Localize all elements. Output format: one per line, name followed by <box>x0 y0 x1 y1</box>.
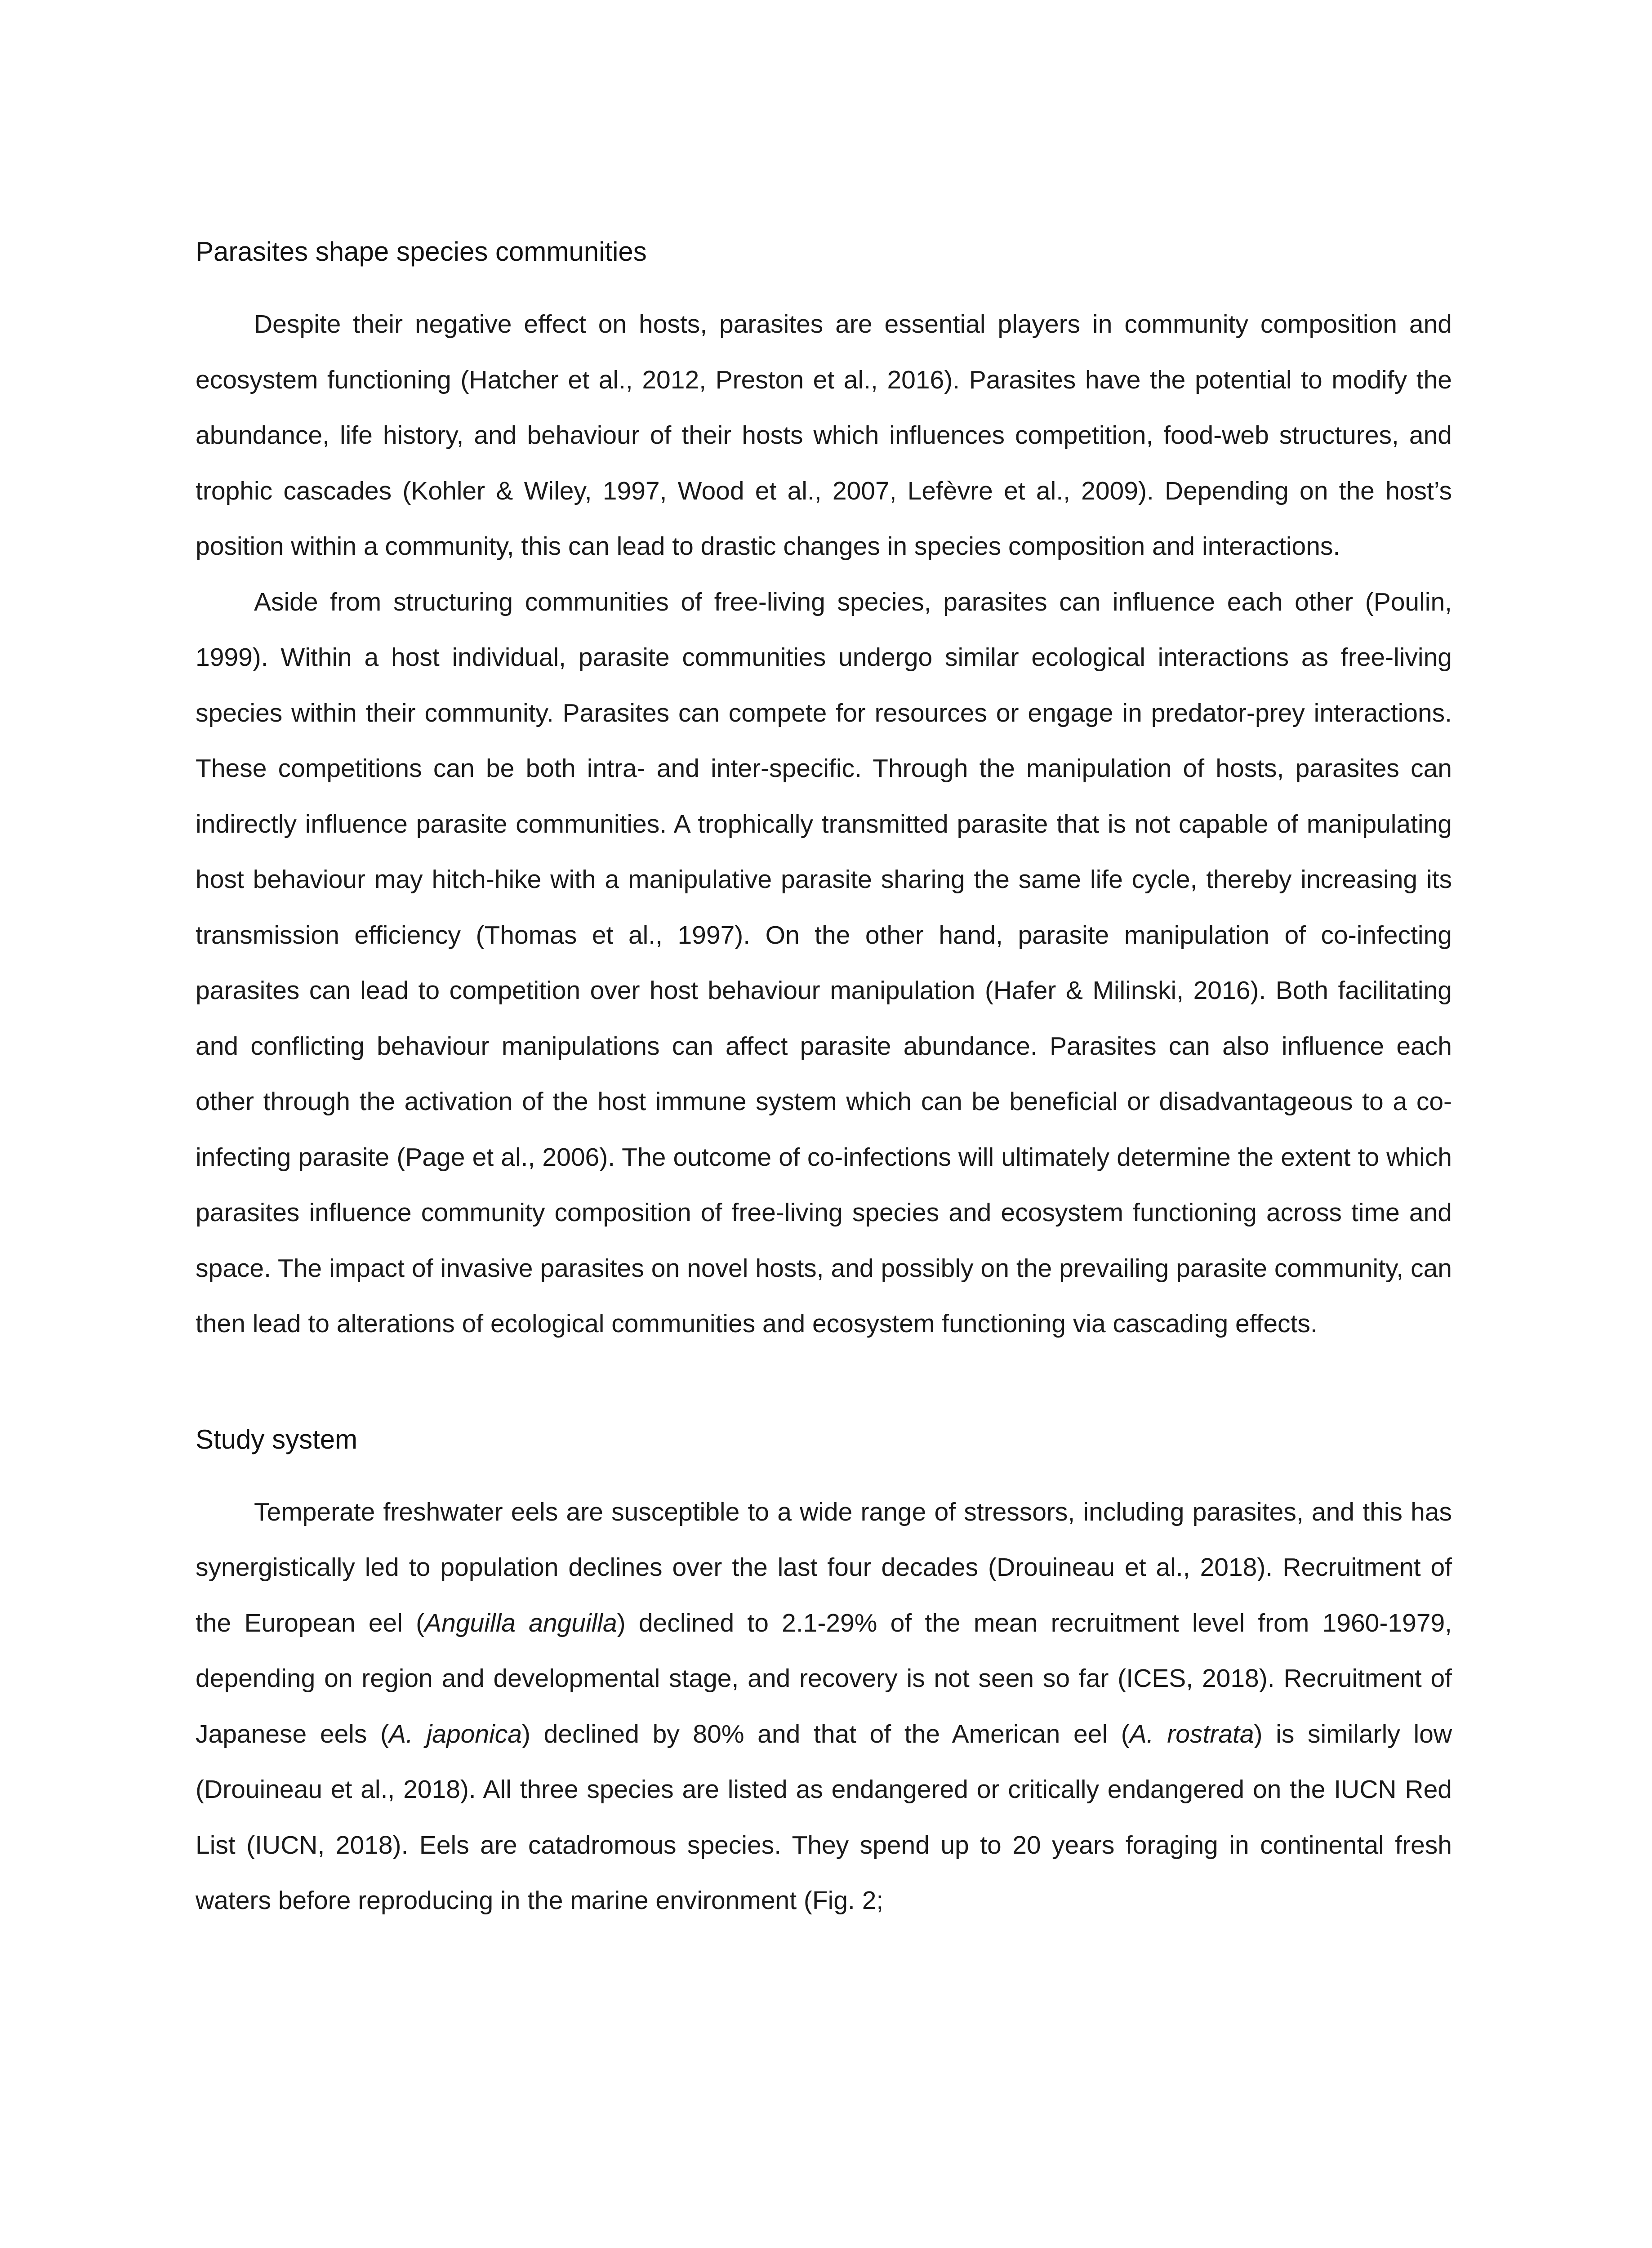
text-run: ) declined by 80% and that of the American eel ( <box>521 1719 1130 1748</box>
paragraph-parasite-interactions: Aside from structuring communities of free-living species, parasites can influence each other (Poulin, 1999). Within a host individual, parasite communities undergo similar ecological interactions as free-living species within their community. Parasites can compete for resources or engage in predator-prey interactions. These competitions can be both intra- and inter-specific. Through the manipulation of hosts, parasites can indirectly influence parasite communities. A trophically transmitted parasite that is not capable of manipulating host behaviour may hitch-hike with a manipulative parasite sharing the same life cycle, thereby increasing its transmission efficiency (Thomas et al., 1997). On the other hand, parasite manipulation of co-infecting parasites can lead to competition over host behaviour manipulation (Hafer & Milinski, 2016). Both facilitating and conflicting behaviour manipulations can affect parasite abundance. Parasites can also influence each other through the activation of the host immune system which can be beneficial or disadvantageous to a co-infecting parasite (Page et al., 2006). The outcome of co-infections will ultimately determine the extent to which parasites influence community composition of free-living species and ecosystem functioning across time and space. The impact of invasive parasites on novel hosts, and possibly on the prevailing parasite community, can then lead to alterations of ecological communities and ecosystem functioning via cascading effects. <box>196 587 1452 1338</box>
text-run: ) is similarly low (Drouineau et al., 2018). All three species are listed as endangered or critically endangered on the IUCN Red List (IUCN, 2018). Eels are catadromous species. They spend up to 20 years foraging in continental fresh waters before reproducing in the marine environment (Fig. 2; <box>196 1719 1452 1915</box>
section-heading-study-system: Study system <box>196 1424 358 1454</box>
italic-species-name: Anguilla anguilla <box>424 1608 617 1637</box>
italic-species-name: A. rostrata <box>1129 1719 1254 1748</box>
italic-species-name: A. japonica <box>389 1719 522 1748</box>
page-content <box>196 234 1452 1929</box>
section-heading-parasites: Parasites shape species communities <box>196 236 647 267</box>
paragraph-community-composition: Despite their negative effect on hosts, parasites are essential players in community composition and ecosystem functioning (Hatcher et al., 2012, Preston et al., 2016). Parasites have the potential to modify the abundance, life history, and behaviour of their hosts which influences competition, food-web structures, and trophic cascades (Kohler & Wiley, 1997, Wood et al., 2007, Lefèvre et al., 2009). Depending on the host’s position within a community, this can lead to drastic changes in species composition and interactions. <box>196 310 1452 561</box>
paragraph-study-system <box>196 1485 1452 1929</box>
text-run: Temperate freshwater eels are susceptible to a wide range of stressors, including parasites, and this has synergistically led to population declines over the last four decades (Drouineau et al., 2018). Recruitment of the European eel ( <box>196 1497 1452 1637</box>
text-run: ) declined to 2.1-29% of the mean recruitment level from 1960-1979, depending on region and developmental stage, and recovery is not seen so far (ICES, 2018). Recruitment of Japanese eels ( <box>196 1608 1452 1748</box>
